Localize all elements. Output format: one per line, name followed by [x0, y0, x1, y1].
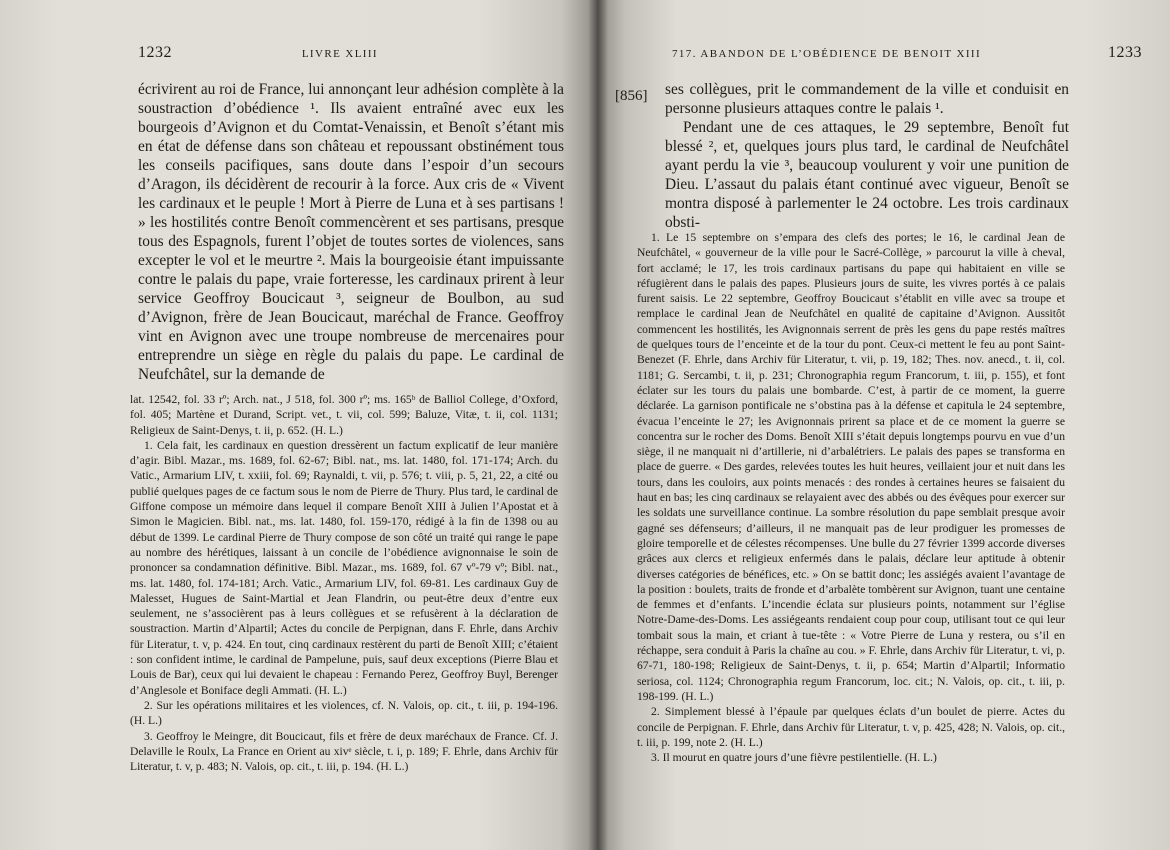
left-footnote-3: 3. Geoffroy le Meingre, dit Boucicaut, fils et frère de deux maréchaux de France. Cf. J. Delaville le Roulx, La France en Orient au xivᵉ siècle, t. i, p. 189; F. Ehrle, dans Archiv für Literatur, t. v, p. 483; N. Valois, op. cit., t. iii, p. 194. (H. L.): [130, 729, 558, 774]
left-footnotes: [130, 392, 558, 774]
right-page-number: 1233: [1108, 44, 1142, 61]
right-footnote-1: 1. Le 15 septembre on s’empara des clefs des portes; le 16, le cardinal Jean de Neufchâtel, « gouverneur de la ville pour le Sacré-Collège, » parcourut la ville à cheval, fort acclamé; le 17, les trois cardinaux partisans du pape qui habitaient en ville se réfugièrent dans le palais des papes. Plusieurs jours de suite, les vivres portés à ce palais furent saisis. Le 22 septembre, Geoffroy Boucicaut s’établit en ville avec sa troupe et remplace le cardinal Jean de Neufchâtel en qualité de capitaine d’Avignon. Aussitôt commencent les hostilités, les Avignonnais serrent de près les gens du pape restés maîtres de quelques tours de l’enceinte et de la tour du pont. Ceux-ci mettent le feu au pont Saint-Benezet (F. Ehrle, dans Archiv für Literatur, t. vii, p. 19, 182; Thes. nov. anecd., t. ii, col. 1181; G. Sercambi, t. ii, p. 231; Chronographia regum Francorum, t. iii, p. 155), et font éclater sur les tours du palais une bombarde. C’est, à partir de ce moment, la guerre déclarée. La garnison pontificale ne s’obstina pas à la défense et capitula le 24 septembre, évacua l’enceinte le 27; les Avignonnais prirent sa place et de ce moment la guerre se concentra sur le rocher des Doms. Benoît XIII s’était depuis longtemps pourvu en vue d’un siège, il ne manquait ni d’artillerie, ni d’arbalétriers. Le palais des papes se transforma en place de guerre. « Des gardes, relevées toutes les huit heures, veillaient jour et nuit dans les tours, dans les couloirs, aux points menacés : des rondes à certaines heures se faisaient du haut en bas; les cinq cardinaux se relayaient avec des abbés ou des évêques pour exercer sur les soldats une surveillance continue. La sombre résolution du pape semblait presque avoir gagné ses défenseurs; d’ailleurs, il ne manquait pas de leur prodiguer les promesses de gloire temporelle et de célestes récompenses. Une bulle du 27 février 1399 accorde diverses grâces aux clercs et religieux enfermés dans le palais, déclare leur aptitude à obtenir diverses catégories de bénéfices, etc. » On se battit donc; les assiégés avaient l’avantage de la position : boulets, traits de fronde et d’arbalète tombèrent sur Avignon, tuant une centaine de femmes et d’enfants. L’incendie éclata sur plusieurs points, notamment sur l’église Notre-Dame-des-Doms. Les assiégeants rendaient coup pour coup, utilisant tout ce qui leur tombait sous la main, et criant à tue-tête : « Votre Pierre de Luna y restera, ou s’il en réchappe, sera conduit à Paris la chaîne au cou. » F. Ehrle, dans Archiv für Literatur, t. vi, p. 67-71, 180-198; Religieux de Saint-Denys, t. ii, p. 654; Martin d’Alpartil; Informatio seriosa, col. 1124; Chronographia regum Francorum, loc. cit.; N. Valois, op. cit., t. iii, p. 198-199. (H. L.): [637, 231, 1065, 703]
right-running-head: 717. ABANDON DE L’OBÉDIENCE DE BENOIT XIII: [672, 48, 982, 60]
right-page: [597, 0, 1170, 850]
right-body-text: [665, 80, 1069, 232]
left-running-head: LIVRE XLIII: [301, 48, 378, 60]
book-gutter-shadow: [588, 0, 608, 850]
left-footnote-1: 1. Cela fait, les cardinaux en question dressèrent un factum explicatif de leur manière d’agir. Bibl. Mazar., ms. 1689, fol. 62-67; Bibl. nat., ms. lat. 1480, fol. 171-174; Arch. du Vatic., Armarium LIV, t. xxiii, fol. 69; Raynaldi, t. vii, p. 576; t. viii, p. 5, 21, 22, a cité ou publié quelques pages de ce factum sous le nom de Pierre de Thury. Plus tard, le cardinal de Giffone compose un mémoire dans lequel il compare Benoît XIII à Julien l’Apostat et à Simon le Magicien. Bibl. nat., ms. lat. 1480, fol. 159-170, rédigé à la fin de 1398 ou au début de 1399. Le cardinal Pierre de Thury compose de son côté un traité qui range le pape au nombre des hérétiques, laissant à un concile de l’obédience avignonnaise le soin de prononcer sa condamnation définitive. Bibl. Mazar., ms. 1689, fol. 67 vº-79 vº; Bibl. nat., ms. lat. 1480, fol. 174-181; Arch. Vatic., Armarium LIV, fol. 69-81. Les cardinaux Guy de Malesset, Hugues de Saint-Martial et Jean Flandrin, ou peut-être deux d’entre eux seulement, ne s’associèrent pas à leurs collègues et se refusèrent à la déclaration de soustraction. Martin d’Alpartil; Actes du concile de Perpignan, dans F. Ehrle, dans Archiv für Literatur, t. v, p. 424. En tout, cinq cardinaux restèrent du parti de Benoît XIII; c’étaient : son confident intime, le cardinal de Pampelune, puis, sauf deux exceptions (Pierre Blau et Louis de Bar), ceux qui lui devaient le chapeau : Fernando Perez, Geoffroy Buyl, Berenger d’Anglesole et Boniface degli Ammati. (H. L.): [130, 438, 558, 697]
left-footnote-2: 2. Sur les opérations militaires et les violences, cf. N. Valois, op. cit., t. iii, p. 194-196. (H. L.): [130, 698, 558, 728]
marginal-page-reference: [856]: [615, 88, 648, 104]
right-body-paragraph-2: Pendant une de ces attaques, le 29 septembre, Benoît fut blessé ², et, quelques jours plus tard, le cardinal de Neufchâtel ayant perdu la vie ³, beaucoup voulurent y voir une punition de Dieu. L’assaut du palais étant continué avec vigueur, Benoît se montra disposé à parlementer le 24 octobre. Les trois cardinaux obsti-: [665, 119, 1069, 231]
left-body-paragraph: écrivirent au roi de France, lui annonçant leur adhésion complète à la soustraction d’obédience ¹. Ils avaient entraîné avec eux les bourgeois d’Avignon et du Comtat-Venaissin, et Benoît s’étant mis en état de défense dans son château et repoussant obstinément tous les conseils pacifiques, sans doute dans l’espoir d’un secours d’Aragon, ils décidèrent de recourir à la force. Aux cris de « Vivent les cardinaux et le peuple ! Mort à Pierre de Luna et à ses partisans ! » les hostilités contre Benoît commencèrent et ses partisans, presque tous des Espagnols, furent l’objet de toutes sortes de violences, sans excepter le vol et le meurtre ². Mais la bourgeoisie étant impuissante contre le palais du pape, vraie forteresse, les cardinaux prirent à leur service Geoffroy Boucicaut ³, seigneur de Boulbon, au sud d’Avignon, frère de Jean Boucicaut, maréchal de France. Geoffroy vint en Avignon avec une troupe nombreuse de mercenaires pour entreprendre un siège en règle du palais du pape. Le cardinal de Neufchâtel, sur la demande de: [138, 81, 564, 383]
left-page-number: 1232: [138, 44, 172, 61]
right-body-paragraph-1: ses collègues, prit le commandement de la ville et conduisit en personne plusieurs attaques contre le palais ¹.: [665, 81, 1069, 117]
right-footnote-2: 2. Simplement blessé à l’épaule par quelques éclats d’un boulet de pierre. Actes du concile de Perpignan. F. Ehrle, dans Archiv für Literatur, t. v, p. 425, 428; N. Valois, op. cit., t. iii, p. 199, note 2. (H. L.): [637, 705, 1065, 749]
left-page-header: [138, 44, 558, 62]
right-footnotes: [637, 230, 1065, 765]
left-footnote-continued: lat. 12542, fol. 33 rº; Arch. nat., J 518, fol. 300 rº; ms. 165ᵇ de Balliol College, d’Oxford, fol. 405; Martène et Durand, Script. vet., t. vii, col. 599; Baluze, Vitæ, t. ii, col. 1131; Religieux de Saint-Denys, t. ii, p. 652. (H. L.): [130, 393, 558, 437]
left-body-text: [138, 80, 564, 384]
right-page-header: [672, 44, 1142, 62]
right-footnote-3: 3. Il mourut en quatre jours d’une fièvre pestilentielle. (H. L.): [651, 751, 937, 765]
